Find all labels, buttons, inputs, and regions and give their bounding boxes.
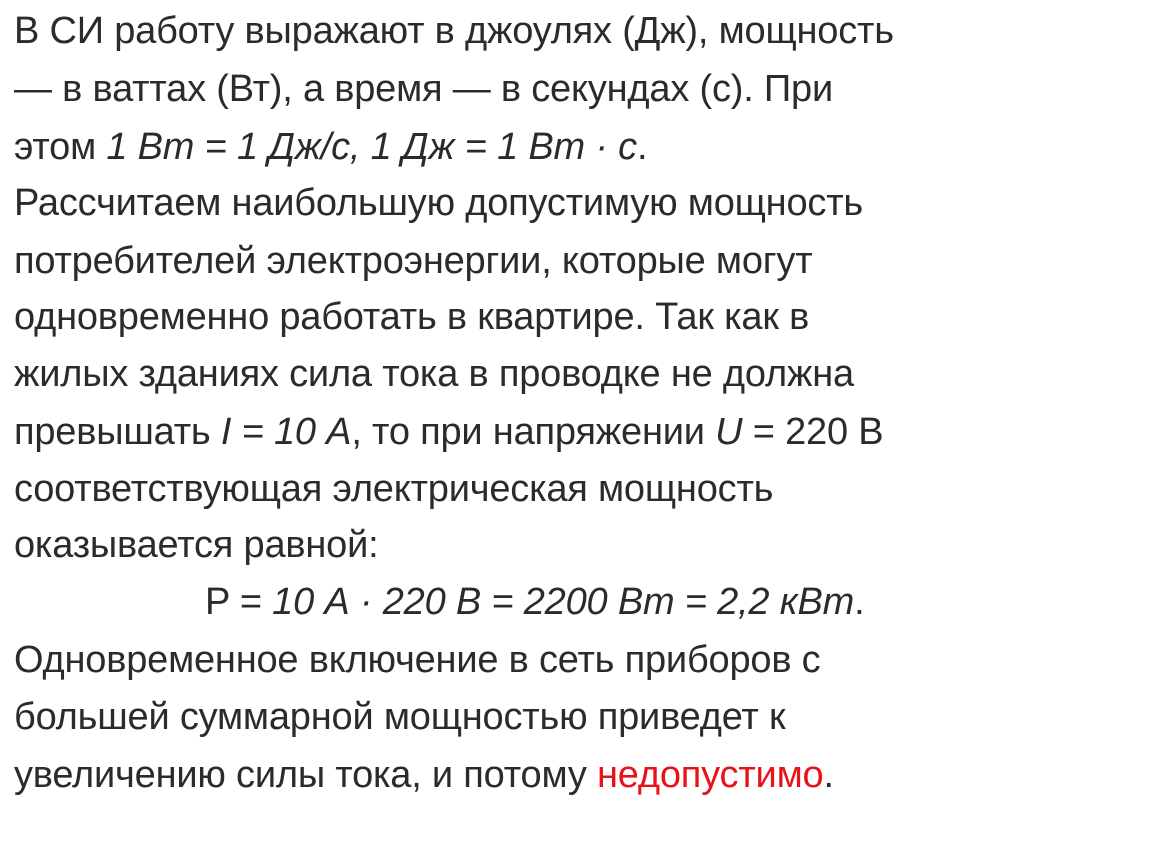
text-line-4: [14, 184, 863, 222]
text-segment: = 220 В: [742, 411, 884, 453]
text-segment: .: [636, 126, 648, 168]
text-segment: соответствующая электрическая мощность: [14, 468, 774, 510]
unit-equation: 1 Вт = 1 Дж/с, 1 Дж = 1 Вт · с: [106, 126, 637, 168]
text-line-13: [14, 698, 785, 736]
current-value: I = 10 А: [220, 411, 352, 453]
text-line-2: [14, 70, 833, 108]
text-line-3: [14, 128, 647, 166]
formula-expression: 10 А · 220 В = 2200 Вт = 2,2 кВт: [272, 581, 855, 623]
text-line-5: [14, 242, 812, 280]
text-segment: большей суммарной мощностью приведет к: [14, 696, 786, 738]
text-segment: жилых зданиях сила тока в проводке не должна: [14, 353, 854, 395]
text-line-10: [14, 526, 378, 564]
text-segment: Одновременное включение в сеть приборов с: [14, 639, 821, 681]
text-line-7: [14, 355, 854, 393]
text-segment: .: [823, 754, 834, 796]
text-segment: оказывается равной:: [14, 524, 379, 566]
text-line-8: [14, 413, 883, 451]
text-line-6: [14, 298, 809, 336]
text-segment: превышать: [14, 411, 221, 453]
warning-word: недопустимо: [597, 754, 824, 796]
text-segment: этом: [14, 126, 107, 168]
text-line-14: [14, 756, 834, 794]
text-segment: одновременно работать в квартире. Так как в: [14, 296, 810, 338]
text-line-12: [14, 641, 820, 679]
text-line-9: [14, 470, 773, 508]
text-segment: .: [854, 581, 865, 623]
text-segment: — в ваттах (Вт), а время — в секундах (с). При: [14, 68, 833, 110]
text-line-1: [14, 12, 894, 50]
text-segment: увеличению силы тока, и потому: [14, 754, 598, 796]
power-formula: [205, 583, 864, 621]
text-segment: , то при напряжении: [351, 411, 716, 453]
text-segment: P =: [205, 581, 273, 623]
voltage-symbol: U: [715, 411, 743, 453]
text-segment: Рассчитаем наибольшую допустимую мощность: [14, 182, 864, 224]
text-segment: потребителей электроэнергии, которые могут: [14, 240, 813, 282]
text-segment: В СИ работу выражают в джоулях (Дж), мощность: [14, 10, 894, 52]
